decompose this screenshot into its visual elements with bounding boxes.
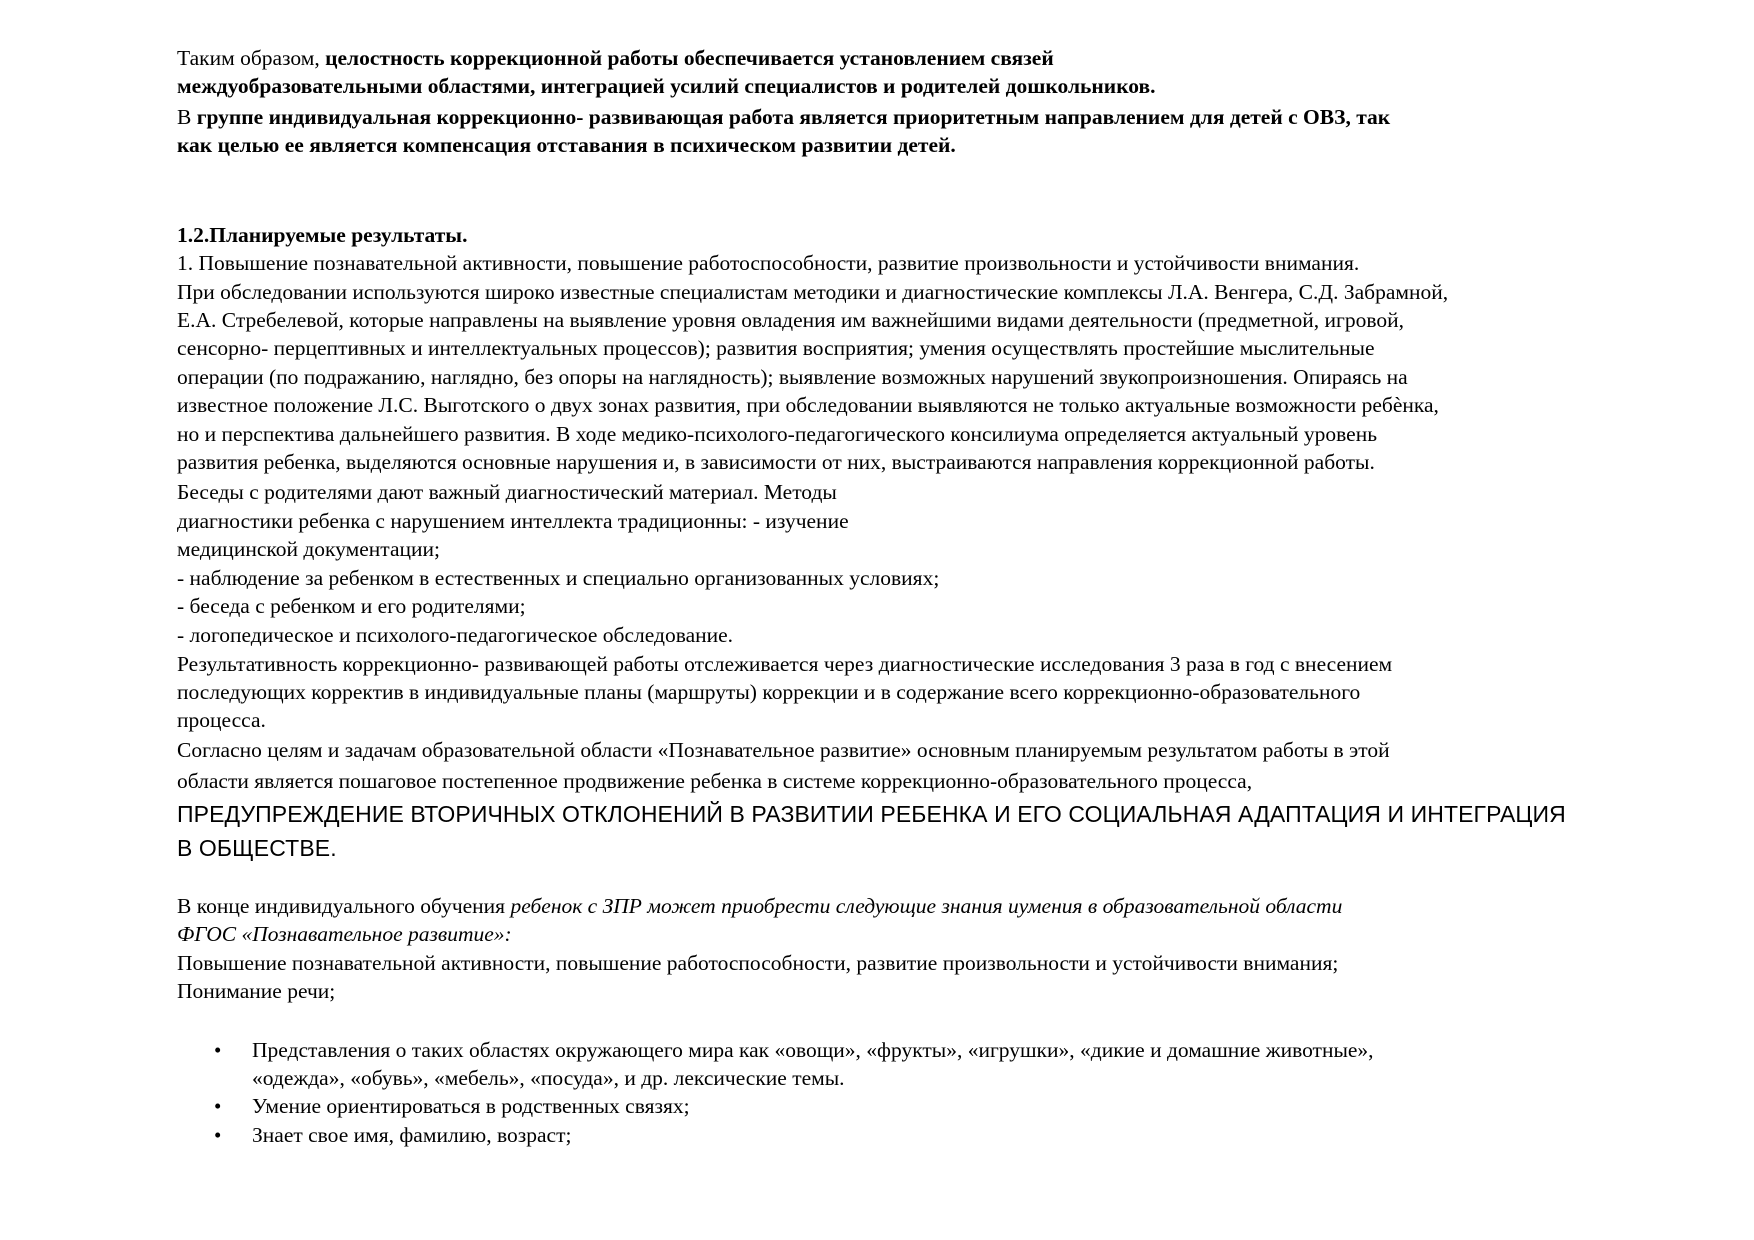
paragraph-line: Согласно целям и задачам образовательной области «Познавательное развитие» основным планируемым результатом работы в этой	[177, 738, 1390, 762]
outcome-line: Повышение познавательной активности, повышение работоспособности, развитие произвольности и устойчивости внимания;	[177, 951, 1339, 975]
paragraph-line: При обследовании используются широко известные специалистам методики и диагностические комплексы Л.А. Венгера, С.Д. Забрамной,	[177, 280, 1449, 304]
bullet-item: Знает свое имя, фамилию, возраст;	[252, 1123, 572, 1147]
list-dash-item: - беседа с ребенком и его родителями;	[177, 594, 526, 618]
section-heading: 1.2.Планируемые результаты.	[177, 223, 468, 247]
paragraph-line: последующих корректив в индивидуальные планы (маршруты) коррекции и в содержание всего коррекционно-образовательного	[177, 680, 1361, 704]
bullet-icon: •	[214, 1123, 222, 1147]
point-1: 1. Повышение познавательной активности, повышение работоспособности, развитие произвольности и устойчивости внимания.	[177, 251, 1360, 275]
bullet-item-continued: «одежда», «обувь», «мебель», «посуда», и др. лексические темы.	[252, 1066, 845, 1090]
bullet-item: Умение ориентироваться в родственных связях;	[252, 1094, 690, 1118]
paragraph-line: Е.А. Стребелевой, которые направлены на выявление уровня овладения им важнейшими видами деятельности (предметной, игровой,	[177, 308, 1404, 332]
caps-line: ПРЕДУПРЕЖДЕНИЕ ВТОРИЧНЫХ ОТКЛОНЕНИЙ В РАЗВИТИИ РЕБЕНКА И ЕГО СОЦИАЛЬНАЯ АДАПТАЦИЯ И ИНТЕГРАЦИЯ	[177, 801, 1566, 827]
outcomes-intro-line-1: В конце индивидуального обучения ребенок с ЗПР может приобрести следующие знания иумения в образовательной области	[177, 894, 1343, 918]
outcomes-intro-line-2: ФГОС «Познавательное развитие»:	[177, 922, 512, 946]
bullet-item: Представления о таких областях окружающего мира как «овощи», «фрукты», «игрушки», «дикие и домашние животные»,	[252, 1038, 1374, 1062]
bullet-icon: •	[214, 1038, 222, 1062]
paragraph-line: области является пошаговое постепенное продвижение ребенка в системе коррекционно-образовательного процесса,	[177, 769, 1253, 793]
intro-line-1: Таким образом, целостность коррекционной работы обеспечивается установлением связей	[177, 46, 1054, 70]
paragraph-line: медицинской документации;	[177, 537, 440, 561]
bullet-icon: •	[214, 1094, 222, 1118]
paragraph-line: процесса.	[177, 708, 266, 732]
paragraph-line: сенсорно- перцептивных и интеллектуальных процессов); развития восприятия; умения осуществлять простейшие мыслительные	[177, 336, 1375, 360]
paragraph-line: операции (по подражанию, наглядно, без опоры на наглядность); выявление возможных нарушений звукопроизношения. Опираясь на	[177, 365, 1408, 389]
paragraph-line: диагностики ребенка с нарушением интеллекта традиционны: - изучение	[177, 509, 849, 533]
caps-line: В ОБЩЕСТВЕ.	[177, 835, 337, 861]
paragraph-line: но и перспектива дальнейшего развития. В ходе медико-психолого-педагогического консилиума определяется актуальный уровень	[177, 422, 1378, 446]
intro-line-3: В группе индивидуальная коррекционно- развивающая работа является приоритетным направлением для детей с ОВЗ, так	[177, 105, 1391, 129]
paragraph-line: Результативность коррекционно- развивающей работы отслеживается через диагностические исследования 3 раза в год с внесением	[177, 652, 1393, 676]
list-dash-item: - наблюдение за ребенком в естественных и специально организованных условиях;	[177, 566, 940, 590]
intro-line-2: междуобразовательными областями, интеграцией усилий специалистов и родителей дошкольников.	[177, 74, 1156, 98]
list-dash-item: - логопедическое и психолого-педагогическое обследование.	[177, 623, 734, 647]
intro-line-4: как целью ее является компенсация отставания в психическом развитии детей.	[177, 133, 956, 157]
paragraph-line: развития ребенка, выделяются основные нарушения и, в зависимости от них, выстраиваются направления коррекционной работы.	[177, 450, 1375, 474]
paragraph-line: известное положение Л.С. Выготского о двух зонах развития, при обследовании выявляются не только актуальные возможности ребѐнка,	[177, 393, 1439, 417]
outcome-line: Понимание речи;	[177, 979, 336, 1003]
paragraph-line: Беседы с родителями дают важный диагностический материал. Методы	[177, 480, 837, 504]
